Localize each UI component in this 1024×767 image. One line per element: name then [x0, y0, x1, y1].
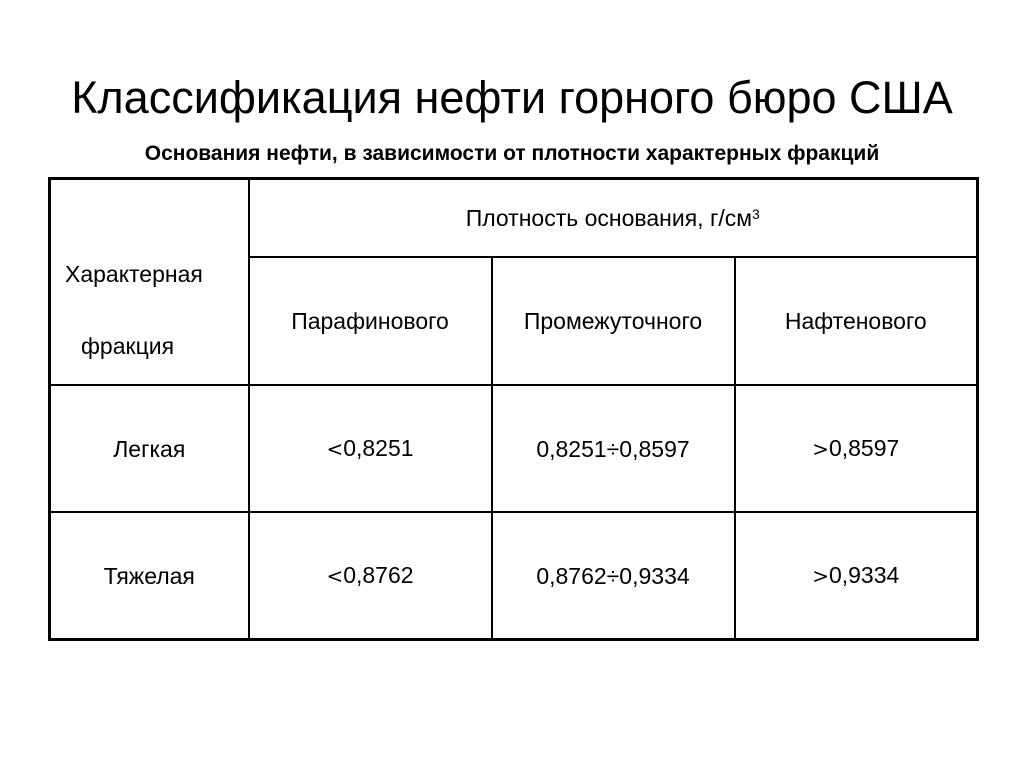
density-header-text: Плотность основания, г/см: [465, 205, 753, 231]
column-header-intermediate: Промежуточного: [492, 257, 735, 385]
table-header-row-1: [50, 179, 978, 258]
density-unit-superscript: 3: [752, 206, 760, 222]
cell-value: 0,8762÷0,9334: [536, 562, 690, 589]
column-header-paraffin: Парафинового: [249, 257, 492, 385]
fraction-header-cell: [50, 179, 249, 386]
cell-heavy-naphthenic: [735, 512, 978, 640]
table-row-light: [50, 385, 978, 512]
cell-light-paraffin: [249, 385, 492, 512]
fraction-header-line2: фракция: [81, 333, 175, 359]
classification-table: [48, 177, 979, 641]
cell-value: 0,8251÷0,8597: [536, 435, 690, 462]
column-header-naphthenic: Нафтенового: [735, 257, 978, 385]
table-row-heavy: [50, 512, 978, 640]
cell-heavy-paraffin: [249, 512, 492, 640]
greater-than-symbol: >: [812, 437, 829, 461]
row-label-heavy: Тяжелая: [50, 512, 249, 640]
cell-value: 0,8251: [343, 435, 414, 461]
fraction-header-line1: Характерная: [65, 261, 203, 287]
cell-value: 0,8762: [343, 562, 414, 588]
cell-value: 0,8597: [828, 435, 900, 461]
cell-value: 0,9334: [828, 562, 900, 588]
slide-title: Классификация нефти горного бюро США: [71, 72, 953, 123]
less-than-symbol: <: [326, 564, 344, 588]
density-header-cell: [249, 179, 978, 258]
cell-light-intermediate: [492, 385, 735, 512]
slide-subtitle: Основания нефти, в зависимости от плотности характерных фракций: [144, 142, 880, 165]
less-than-symbol: <: [326, 437, 344, 461]
density-header-label: [466, 205, 760, 231]
greater-than-symbol: >: [812, 564, 829, 588]
row-label-light: Легкая: [50, 385, 249, 512]
cell-light-naphthenic: [735, 385, 978, 512]
cell-heavy-intermediate: [492, 512, 735, 640]
